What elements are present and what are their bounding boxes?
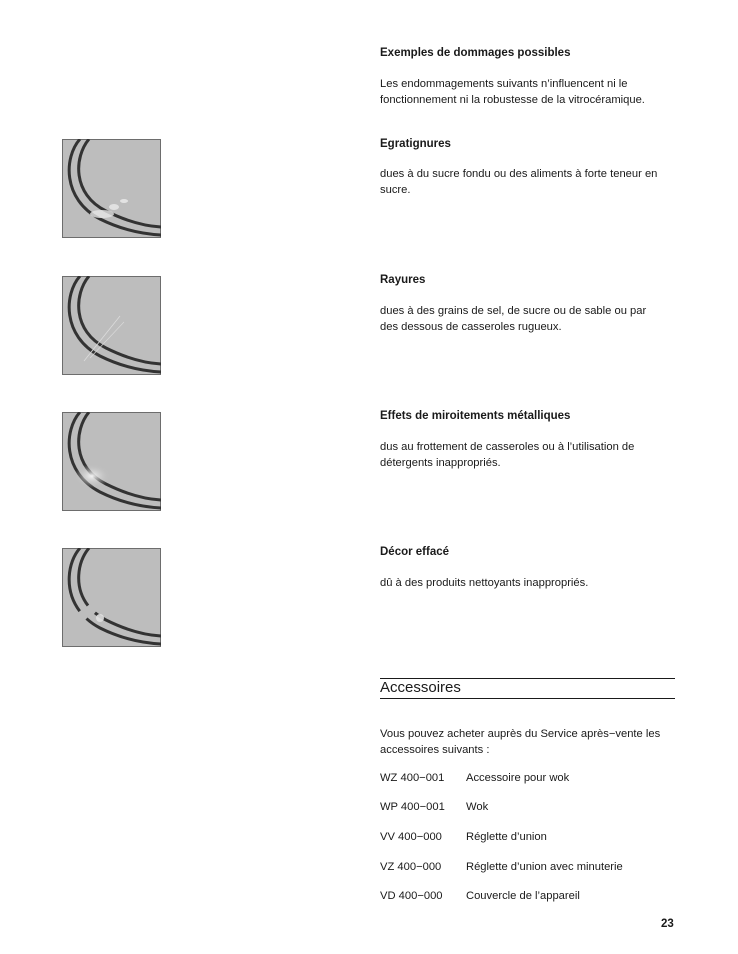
damage-title: Rayures [380, 274, 426, 286]
damage-line: dues à des grains de sel, de sucre ou de sable ou par [380, 305, 647, 317]
accessory-code: VZ 400−000 [380, 861, 442, 873]
intro-line: Les endommagements suivants n’influencent ni le [380, 78, 628, 90]
damage-line: des dessous de casseroles rugueux. [380, 320, 562, 333]
accessory-code: VD 400−000 [380, 890, 443, 902]
accessory-code: VV 400−000 [380, 831, 442, 843]
page-number: 23 [661, 918, 674, 930]
section-heading: Exemples de dommages possibles [380, 47, 571, 59]
damage-description [380, 440, 680, 471]
accessory-row [380, 861, 623, 873]
accessory-label: Réglette d’union [466, 831, 547, 843]
accessory-row [380, 831, 547, 843]
damage-title: Effets de miroitements métalliques [380, 410, 571, 422]
damage-description [380, 576, 680, 592]
scratch-illustration [62, 139, 161, 238]
scratch-lines-illustration [62, 276, 161, 375]
accessory-label: Accessoire pour wok [466, 772, 570, 784]
accessory-label: Wok [466, 801, 489, 813]
intro-paragraph [380, 77, 680, 108]
accessory-row [380, 890, 580, 902]
accessory-label: Réglette d’union avec minuterie [466, 861, 623, 873]
damage-title: Egratignures [380, 138, 451, 150]
damage-description [380, 304, 680, 335]
accessory-label: Couvercle de l’appareil [466, 890, 580, 902]
damage-description [380, 167, 680, 198]
damage-line: dus au frottement de casseroles ou à l’utilisation de [380, 441, 635, 453]
damage-line: sucre. [380, 183, 411, 196]
title-bottom-rule [380, 698, 675, 699]
accessories-intro [380, 727, 680, 758]
metallic-shine-illustration [62, 412, 161, 511]
damage-title: Décor effacé [380, 546, 450, 558]
accessory-code: WP 400−001 [380, 801, 445, 813]
damage-line: dues à du sucre fondu ou des aliments à forte teneur en [380, 168, 658, 180]
accessories-intro-line: Vous pouvez acheter auprès du Service après−vente les [380, 728, 661, 740]
damage-line: détergents inappropriés. [380, 456, 501, 469]
accessories-title: Accessoires [380, 679, 461, 696]
accessories-intro-line: accessoires suivants : [380, 743, 490, 756]
intro-line: fonctionnement ni la robustesse de la vitrocéramique. [380, 93, 645, 106]
worn-decor-illustration [62, 548, 161, 647]
accessory-row [380, 801, 488, 813]
accessory-code: WZ 400−001 [380, 772, 445, 784]
damage-line: dû à des produits nettoyants inappropriés. [380, 577, 589, 589]
accessory-row [380, 772, 569, 784]
